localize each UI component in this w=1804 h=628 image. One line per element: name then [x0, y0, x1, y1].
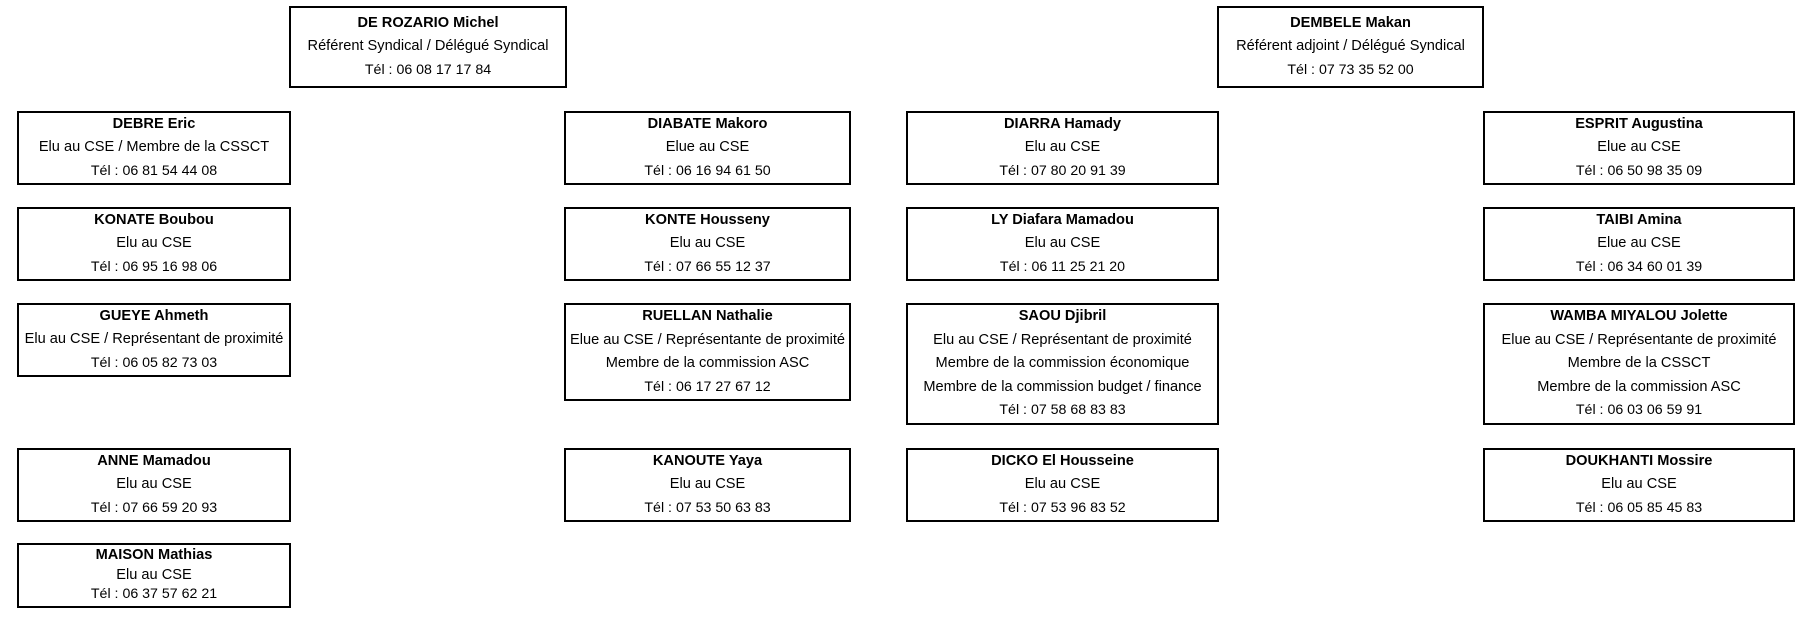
card-debre — [17, 111, 291, 185]
card-role: Elu au CSE / Représentant de proximité — [933, 331, 1192, 348]
card-dembele — [1217, 6, 1484, 88]
card-name: MAISON Mathias — [95, 547, 213, 564]
card-anne — [17, 448, 291, 522]
card-name: WAMBA MIYALOU Jolette — [1550, 308, 1728, 325]
card-maison — [17, 543, 291, 608]
card-role: Elu au CSE — [669, 476, 746, 493]
card-role: Membre de la commission budget / finance — [923, 378, 1202, 395]
card-role: Membre de la commission ASC — [605, 355, 810, 371]
card-role: Elue au CSE / Représentante de proximité — [1501, 331, 1777, 348]
card-phone: Tél : 06 16 94 61 50 — [644, 162, 771, 179]
card-phone: Tél : 06 17 27 67 12 — [644, 378, 771, 395]
card-saou — [906, 303, 1219, 425]
card-ruellan — [564, 303, 851, 401]
card-name: RUELLAN Nathalie — [642, 308, 773, 324]
card-phone: Tél : 07 58 68 83 83 — [999, 402, 1126, 419]
card-esprit — [1483, 111, 1795, 185]
card-name: DICKO El Housseine — [991, 452, 1134, 469]
card-phone: Tél : 07 53 50 63 83 — [644, 499, 771, 516]
card-gueye — [17, 303, 291, 377]
card-name: KANOUTE Yaya — [652, 452, 763, 469]
card-ly — [906, 207, 1219, 281]
card-role: Elu au CSE / Représentant de proximité — [24, 331, 284, 348]
card-wamba — [1483, 303, 1795, 425]
card-name: KONTE Housseny — [645, 211, 770, 228]
card-phone: Tél : 06 95 16 98 06 — [90, 258, 218, 275]
card-role: Membre de la commission ASC — [1537, 378, 1741, 395]
card-name: DOUKHANTI Mossire — [1565, 452, 1713, 469]
card-name: GUEYE Ahmeth — [99, 307, 209, 324]
card-role: Elue au CSE — [1597, 139, 1681, 156]
card-role: Elu au CSE — [116, 566, 192, 583]
card-role: Elu au CSE — [1024, 139, 1101, 156]
card-role: Référent Syndical / Délégué Syndical — [307, 38, 549, 55]
card-name: DIARRA Hamady — [1003, 115, 1122, 132]
card-role: Elue au CSE — [1597, 235, 1681, 252]
card-role: Elu au CSE — [1024, 476, 1101, 493]
card-phone: Tél : 07 53 96 83 52 — [999, 499, 1126, 516]
card-role: Elu au CSE / Membre de la CSSCT — [38, 139, 270, 156]
card-name: DIABATE Makoro — [647, 115, 768, 132]
card-name: DEMBELE Makan — [1290, 14, 1411, 31]
card-role: Membre de la CSSCT — [1567, 355, 1711, 372]
card-phone: Tél : 06 34 60 01 39 — [1575, 258, 1703, 275]
card-phone: Tél : 07 66 55 12 37 — [644, 258, 771, 275]
card-de-rozario — [289, 6, 567, 88]
card-phone: Tél : 06 81 54 44 08 — [90, 162, 218, 179]
card-phone: Tél : 07 73 35 52 00 — [1287, 61, 1414, 78]
card-role: Elue au CSE / Représentante de proximité — [569, 331, 845, 348]
card-role: Elu au CSE — [116, 476, 192, 493]
card-phone: Tél : 06 03 06 59 91 — [1575, 402, 1703, 419]
card-role: Membre de la commission économique — [935, 355, 1190, 372]
card-phone: Tél : 07 66 59 20 93 — [90, 499, 218, 516]
card-diabate — [564, 111, 851, 185]
card-role: Référent adjoint / Délégué Syndical — [1236, 38, 1465, 55]
card-phone: Tél : 06 11 25 21 20 — [999, 258, 1126, 275]
card-phone: Tél : 06 50 98 35 09 — [1575, 162, 1703, 179]
card-dicko — [906, 448, 1219, 522]
card-role: Elu au CSE — [1024, 235, 1101, 252]
card-name: DE ROZARIO Michel — [357, 14, 499, 31]
card-name: TAIBI Amina — [1596, 211, 1682, 228]
card-doukhanti — [1483, 448, 1795, 522]
card-role: Elu au CSE — [116, 235, 192, 252]
card-role: Elue au CSE — [665, 139, 750, 156]
card-name: ANNE Mamadou — [97, 452, 211, 469]
card-phone: Tél : 07 80 20 91 39 — [999, 162, 1126, 179]
card-name: SAOU Djibril — [1018, 308, 1107, 325]
card-phone: Tél : 06 08 17 17 84 — [364, 61, 492, 78]
card-role: Elu au CSE — [669, 235, 746, 252]
card-name: ESPRIT Augustina — [1575, 115, 1703, 132]
card-phone: Tél : 06 37 57 62 21 — [90, 586, 218, 603]
card-name: DEBRE Eric — [112, 115, 196, 132]
card-konate — [17, 207, 291, 281]
card-taibi — [1483, 207, 1795, 281]
card-konte — [564, 207, 851, 281]
card-name: LY Diafara Mamadou — [991, 211, 1134, 228]
card-kanoute — [564, 448, 851, 522]
card-diarra — [906, 111, 1219, 185]
card-phone: Tél : 06 05 85 45 83 — [1575, 499, 1703, 516]
card-phone: Tél : 06 05 82 73 03 — [90, 354, 218, 371]
card-name: KONATE Boubou — [94, 211, 214, 228]
card-role: Elu au CSE — [1601, 476, 1677, 493]
